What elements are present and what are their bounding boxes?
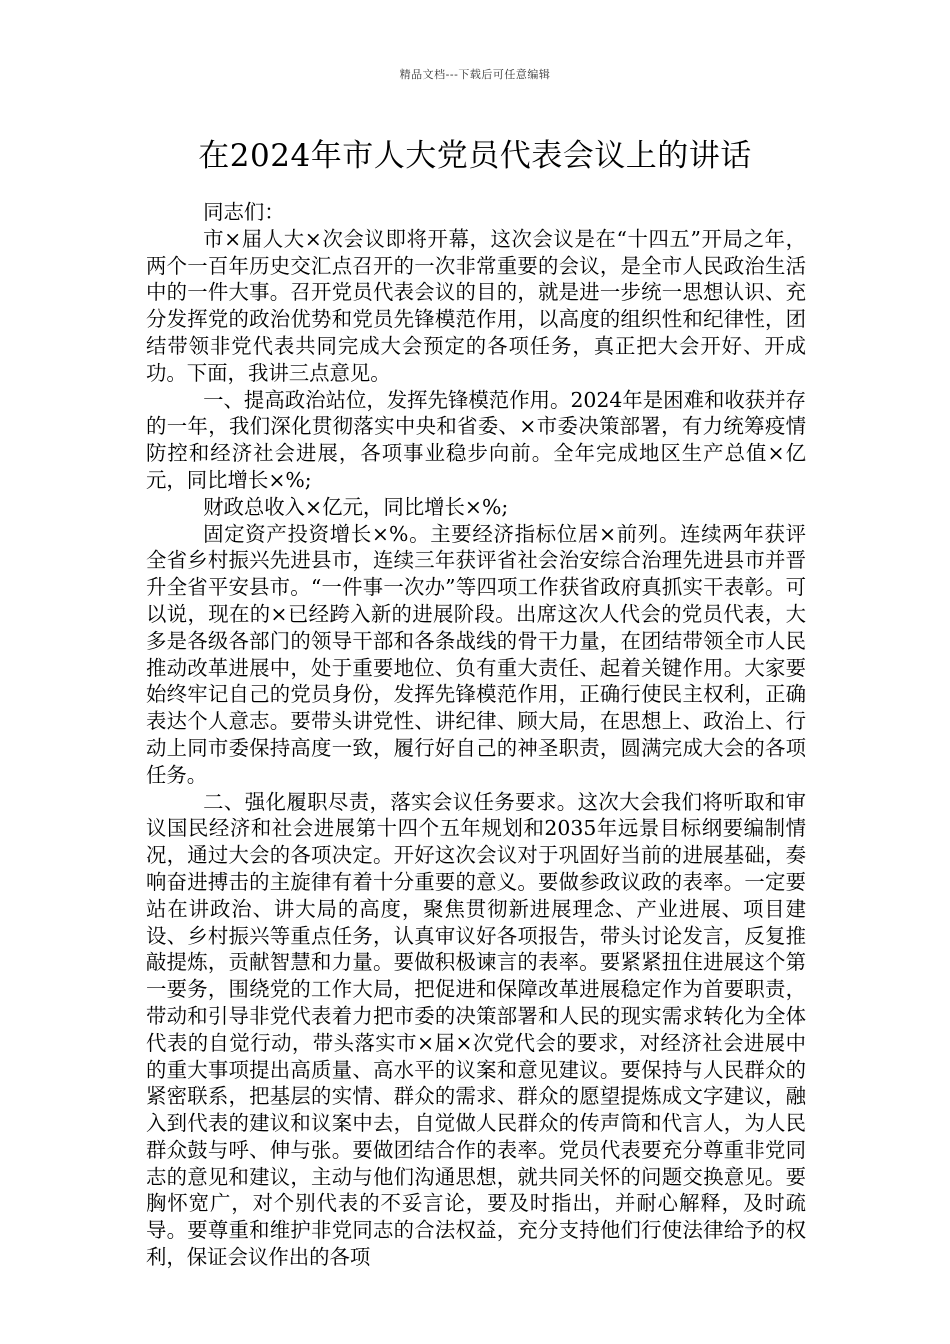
section-one-paragraph: 一、提高政治站位，发挥先锋模范作用。2024年是困难和收获并存的一年，我们深化贯彻落实中央和省委、×市委决策部署，有力统筹疫情防控和经济社会进展，各项事业稳步向前。全年完成地区生产总值×亿元，同比增长×%; <box>146 387 806 492</box>
header-note: 精品文档---下载后可任意编辑 <box>399 68 551 81</box>
document-body <box>146 199 806 1271</box>
section-two-paragraph: 二、强化履职尽责，落实会议任务要求。这次大会我们将听取和审议国民经济和社会进展第十四个五年规划和2035年远景目标纲要编制情况，通过大会的各项决定。开好这次会议对于巩固好当前的进展基础，奏响奋进搏击的主旋律有着十分重要的意义。要做参政议政的表率。一定要站在讲政治、讲大局的高度，聚焦贯彻新进展理念、产业进展、项目建设、乡村振兴等重点任务，认真审议好各项报告，带头讨论发言，反复推敲提炼，贡献智慧和力量。要做积极谏言的表率。要紧紧扭住进展这个第一要务，围绕党的工作大局，把促进和保障改革进展稳定作为首要职责，带动和引导非党代表着力把市委的决策部署和人民的现实需求转化为全体代表的自觉行动，带头落实市×届×次党代会的要求，对经济社会进展中的重大事项提出高质量、高水平的议案和意见建议。要保持与人民群众的紧密联系，把基层的实情、群众的需求、群众的愿望提炼成文字建议，融入到代表的建议和议案中去，自觉做人民群众的传声筒和代言人，为人民群众鼓与呼、伸与张。要做团结合作的表率。党员代表要充分尊重非党同志的意见和建议，主动与他们沟通思想，就共同关怀的问题交换意见。要胸怀宽广，对个别代表的不妥言论，要及时指出，并耐心解释，及时疏导。要尊重和维护非党同志的合法权益，充分支持他们行使法律给予的权利，保证会议作出的各项 <box>146 789 806 1270</box>
document-title: 在2024年市人大党员代表会议上的讲话 <box>198 138 752 174</box>
fiscal-revenue-paragraph: 财政总收入×亿元，同比增长×%; <box>203 494 509 519</box>
fixed-investment-paragraph: 固定资产投资增长×%。主要经济指标位居×前列。连续两年获评全省乡村振兴先进县市，连续三年获评省社会治安综合治理先进县市并晋升全省平安县市。“一件事一次办”等四项工作获省政府真抓实干表彰。可以说，现在的×已经跨入新的进展阶段。出席这次人代会的党员代表，大多是各级各部门的领导干部和各条战线的骨干力量，在团结带领全市人民推动改革进展中，处于重要地位、负有重大责任、起着关键作用。大家要始终牢记自己的党员身份，发挥先锋模范作用，正确行使民主权利，正确表达个人意志。要带头讲党性、讲纪律、顾大局，在思想上、政治上、行动上同市委保持高度一致，履行好自己的神圣职责，圆满完成大会的各项任务。 <box>146 521 806 787</box>
intro-paragraph: 市×届人大×次会议即将开幕，这次会议是在“十四五”开局之年，两个一百年历史交汇点召开的一次非常重要的会议，是全市人民政治生活中的一件大事。召开党员代表会议的目的，就是进一步统一思想认识、充分发挥党的政治优势和党员先锋模范作用，以高度的组织性和纪律性，团结带领非党代表共同完成大会预定的各项任务，真正把大会开好、开成功。下面，我讲三点意见。 <box>146 226 806 385</box>
salutation-paragraph: 同志们： <box>203 200 285 224</box>
